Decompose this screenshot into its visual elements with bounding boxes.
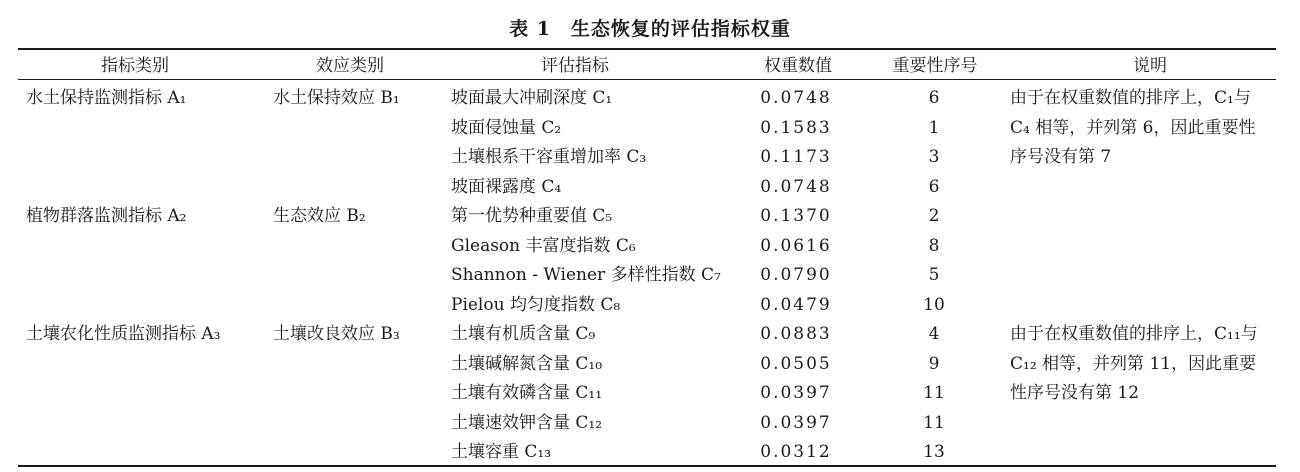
indicator-cell: 土壤有机质含量 C₉ [451,324,596,344]
indicator-cell: 坡面裸露度 C₄ [451,176,562,197]
rank-cell: 1 [928,117,940,138]
weight-cell: 0.0748 [760,176,832,197]
rank-cell: 13 [923,442,945,462]
rank-cell: 5 [928,265,940,285]
header-note: 说明 [1133,56,1167,76]
rank-cell: 8 [928,235,940,256]
weight-cell: 0.1370 [760,206,832,226]
weight-cell: 0.0397 [760,412,832,433]
rank-cell: 6 [928,176,940,197]
indicator-cell: 土壤有效磷含量 C₁₁ [451,383,603,403]
rank-cell: 4 [928,324,940,344]
header-indicator: 评估指标 [541,56,609,76]
top-rule [18,48,1276,50]
weight-cell: 0.0616 [760,235,832,256]
indicator-cell: 土壤速效钾含量 C₁₂ [451,412,603,433]
rank-cell: 11 [923,383,945,403]
weight-cell: 0.0790 [760,265,832,285]
rank-cell: 6 [928,88,940,108]
table-title: 表 1 生态恢复的评估指标权重 [509,18,791,40]
header-rank: 重要性序号 [892,56,978,76]
weight-cell: 0.0397 [760,383,832,403]
header-effect: 效应类别 [316,56,384,76]
header-weight: 权重数值 [764,56,832,76]
rank-cell: 9 [928,353,940,374]
weight-cell: 0.1583 [760,117,832,138]
indicator-cell: 坡面最大冲刷深度 C₁ [451,88,613,108]
note-text: 由于在权重数值的排序上，C₁与 C₄ 相等，并列第 6，因此重要性序号没有第 7 [1010,88,1256,167]
group-category: 土壤农化性质监测指标 A₃ [26,324,221,344]
weight-cell: 0.0312 [760,442,832,462]
rank-cell: 11 [923,412,945,433]
header-category: 指标类别 [101,56,169,76]
bottom-rule [18,465,1276,467]
group-effect: 土壤改良效应 B₃ [273,324,400,344]
weight-cell: 0.0748 [760,88,832,108]
note-text: 由于在权重数值的排序上，C₁₁与 C₁₂ 相等，并列第 11，因此重要性序号没有第 12 [1010,324,1258,403]
weight-cell: 0.0505 [760,353,832,374]
group-category: 水土保持监测指标 A₁ [26,88,187,108]
indicator-cell: 土壤容重 C₁₃ [451,442,552,462]
weight-cell: 0.1173 [760,147,832,167]
indicator-cell: 土壤碱解氮含量 C₁₀ [451,353,603,374]
rank-cell: 3 [928,147,940,167]
indicator-cell: 第一优势种重要值 C₅ [451,206,613,226]
group-effect: 水土保持效应 B₁ [273,88,400,108]
rank-cell: 10 [923,294,945,315]
group-category: 植物群落监测指标 A₂ [26,206,187,226]
indicator-cell: 坡面侵蚀量 C₂ [451,117,562,138]
weight-cell: 0.0883 [760,324,832,344]
indicator-cell: Pielou 均匀度指数 C₈ [451,294,621,315]
indicator-cell: Shannon - Wiener 多样性指数 C₇ [451,265,721,285]
header-rule [18,79,1276,80]
indicator-cell: Gleason 丰富度指数 C₆ [451,235,636,256]
group-effect: 生态效应 B₂ [273,206,366,226]
weight-cell: 0.0479 [760,294,832,315]
rank-cell: 2 [928,206,940,226]
indicator-cell: 土壤根系干容重增加率 C₃ [451,147,647,167]
